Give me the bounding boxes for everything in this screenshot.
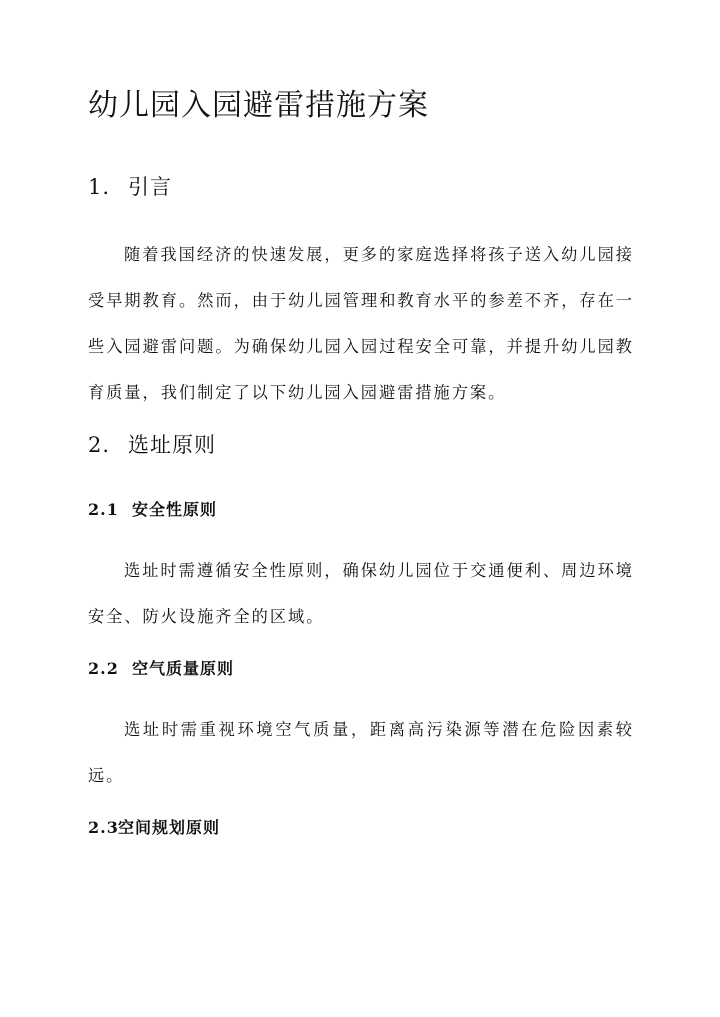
- section-title: 引言: [128, 175, 172, 199]
- section-number: 2.: [88, 433, 111, 457]
- section-heading-1: [88, 172, 172, 202]
- subsection-number: 2.1: [88, 500, 119, 519]
- document-title: 幼儿园入园避雷措施方案: [88, 88, 429, 123]
- subsection-number: 2.2: [88, 659, 119, 678]
- subsection-heading-2-2: [88, 657, 234, 681]
- subsection-title: 空气质量原则: [132, 659, 235, 678]
- subsection-heading-2-1: [88, 498, 217, 522]
- section-heading-2: [88, 430, 216, 460]
- subsection-2-2-paragraph: 选址时需重视环境空气质量，距离高污染源等潜在危险因素较远。: [88, 720, 634, 785]
- section-title: 选址原则: [128, 433, 216, 457]
- subsection-2-1-paragraph: 选址时需遵循安全性原则，确保幼儿园位于交通便利、周边环境安全、防火设施齐全的区域。: [88, 561, 634, 626]
- subsection-number: 2.3: [88, 818, 119, 837]
- section-1-paragraph: 随着我国经济的快速发展，更多的家庭选择将孩子送入幼儿园接受早期教育。然而，由于幼儿园管理和教育水平的参差不齐，存在一些入园避雷问题。为确保幼儿园入园过程安全可靠，并提升幼儿园教育质量，我们制定了以下幼儿园入园避雷措施方案。: [88, 245, 634, 402]
- subsection-title: 安全性原则: [132, 500, 218, 519]
- section-number: 1.: [88, 175, 111, 199]
- subsection-heading-2-3: [88, 816, 220, 840]
- subsection-title: 空间规划原则: [118, 818, 221, 837]
